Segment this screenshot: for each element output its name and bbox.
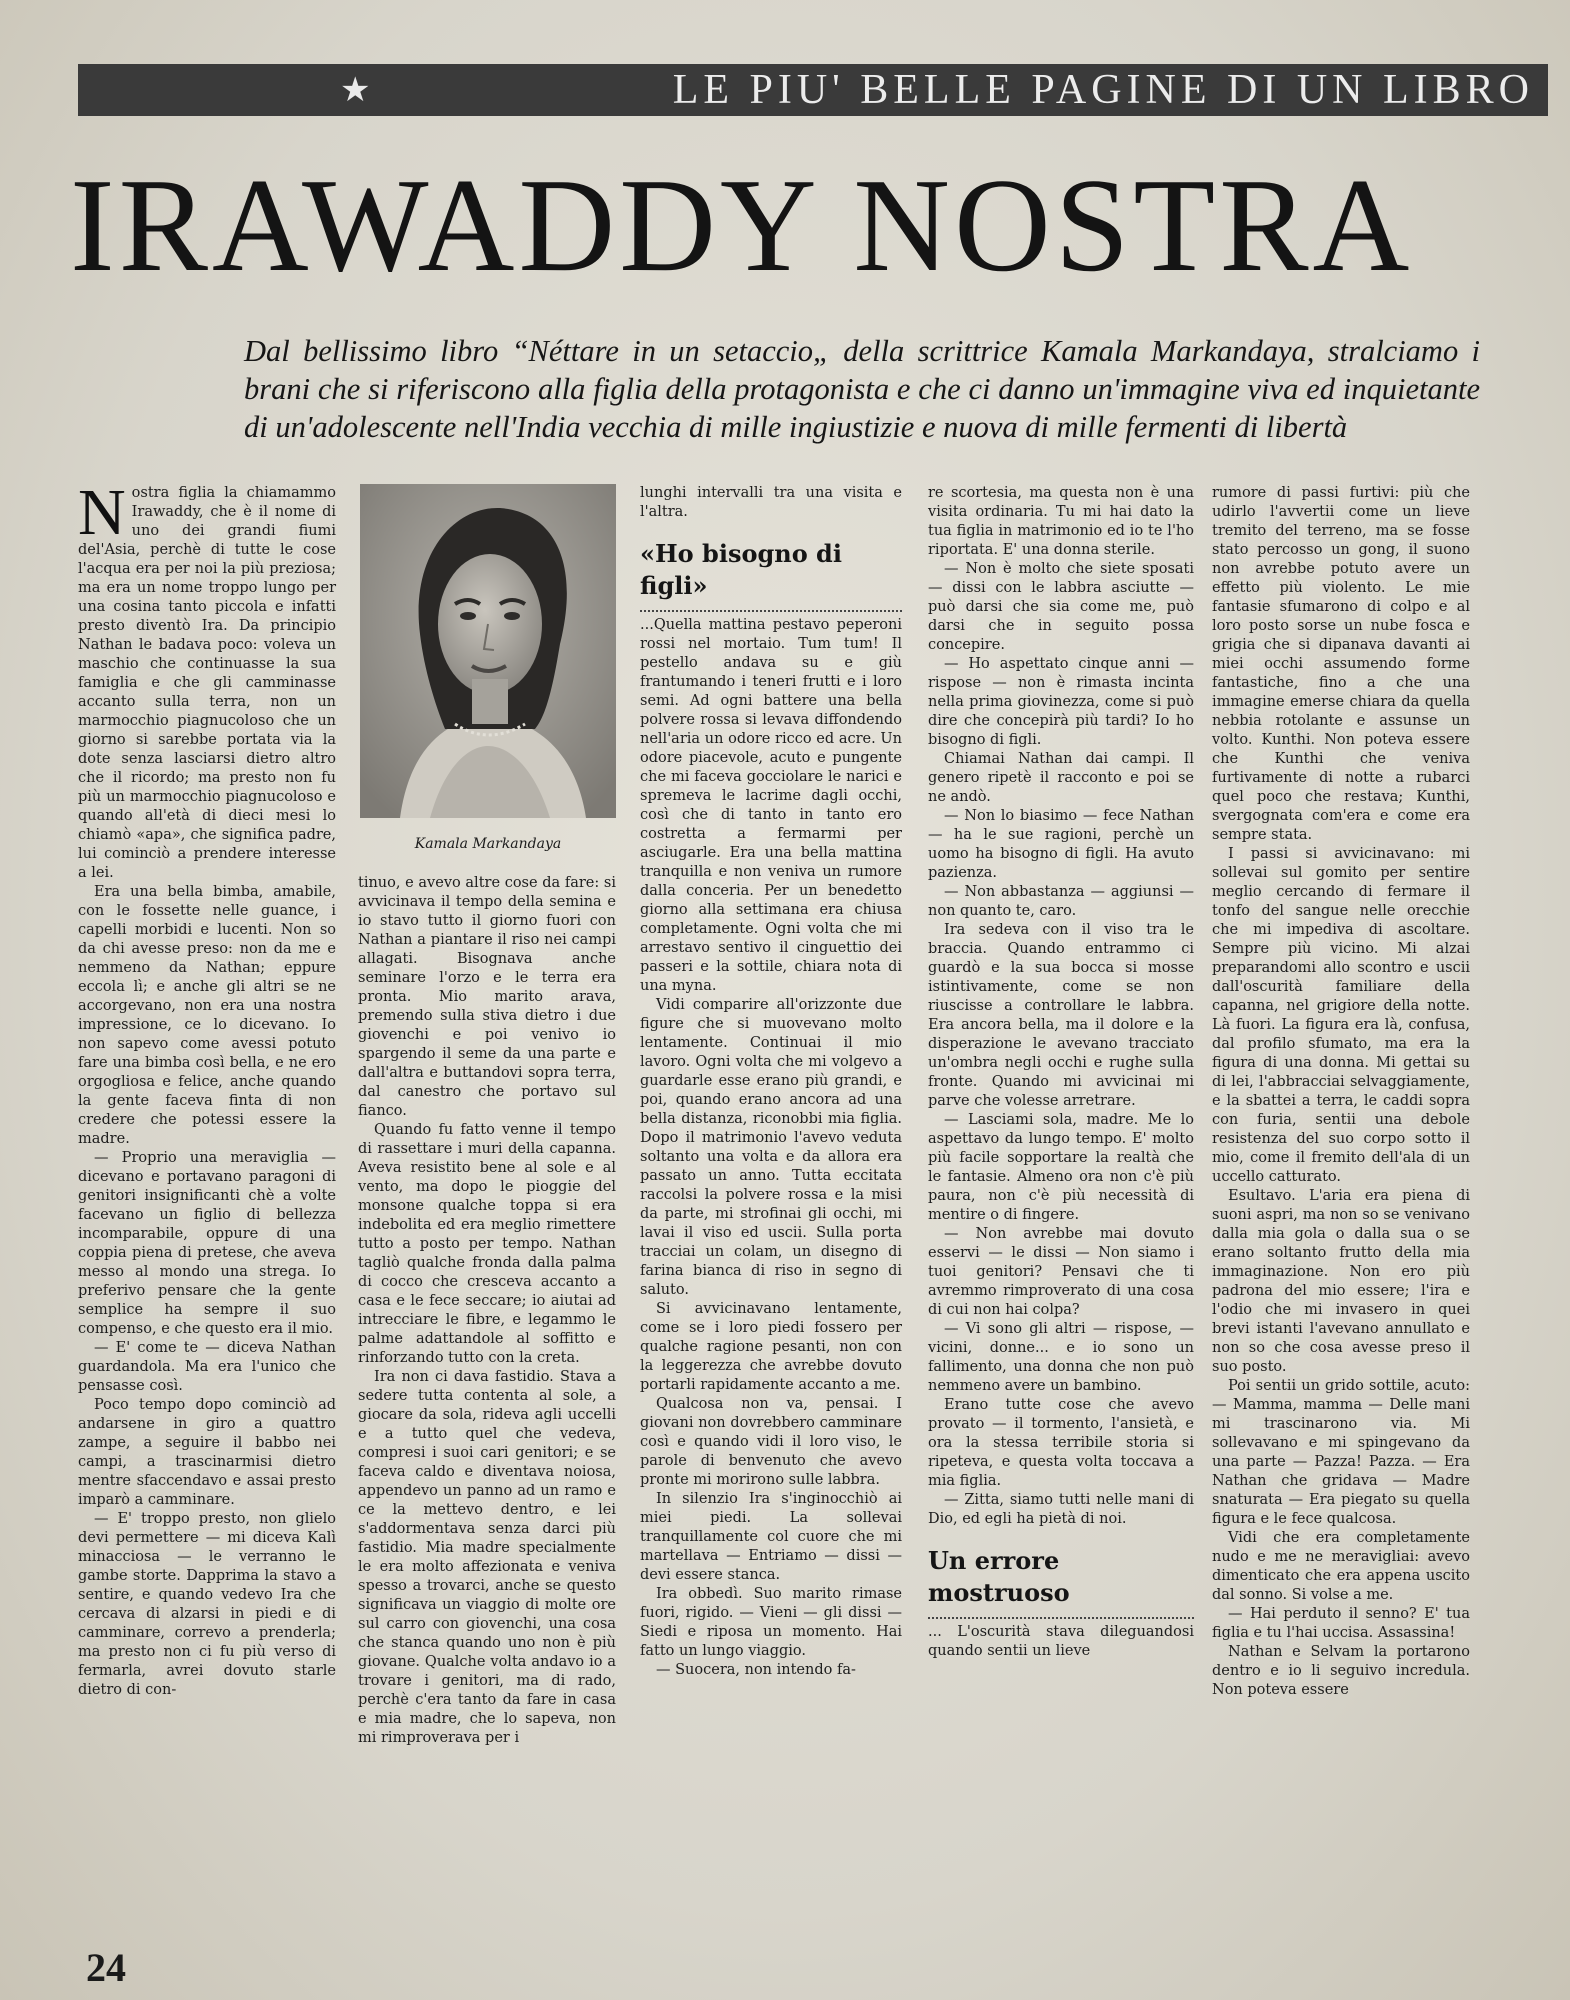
paragraph: tinuo, e avevo altre cose da fare: si avvicinava il tempo della semina e io stavo tutto il giorno fuori con Nathan a piantare il riso nei campi allagati. Bisognava anche seminare l'orzo e le terra era pronta. Mio marito arava, premendo sulla stiva dietro i due giovenchi e poi venivo io spargendo il seme da una parte e dall'altra e buttandovi sopra terra, dal canestro che portavo sul fianco. <box>358 875 616 1119</box>
paragraph: Vidi comparire all'orizzonte due figure che si muovevano molto lentamente. Continuai il mio lavoro. Ogni volta che mi volgevo a guardarle esse erano più grandi, e poi, quando erano ancora ad una bella distanza, riconobbi mia figlia. Dopo il matrimonio l'avevo veduta soltanto una volta e da allora era passato un anno. Tutta eccitata raccolsi la polvere rossa e la misi da parte, mi strofinai gli occhi, mi lavai il viso ed uscii. Sulla porta tracciai un colam, un disegno di farina bianca di riso in segno di saluto. <box>640 997 902 1298</box>
paragraph: Chiamai Nathan dai campi. Il genero ripetè il racconto e poi se ne andò. <box>928 751 1194 805</box>
article-column-2 <box>358 874 616 1748</box>
paragraph: In silenzio Ira s'inginocchiò ai miei piedi. La sollevai tranquillamente col cuore che mi martellava — Entriamo — dissi — devi essere stanca. <box>640 1491 902 1583</box>
paragraph: Qualcosa non va, pensai. I giovani non dovrebbero camminare così e quando vidi il loro viso, le parole di benvenuto che avevo pronte mi morirono sulle labbra. <box>640 1396 902 1488</box>
paragraph: — Vi sono gli altri — rispose, — vicini, donne... e io sono un fallimento, una donna che non può nemmeno avere un bambino. <box>928 1321 1194 1394</box>
star-icon: ★ <box>340 70 371 110</box>
paragraph: ...Quella mattina pestavo peperoni rossi nel mortaio. Tum tum! Il pestello andava su e giù frantumando i teneri frutti e i loro semi. Ad ogni battere una bella polvere rossa si levava diffondendo nell'aria un odore ricco ed acre. Un odore piacevole, acuto e pungente che mi faceva gocciolare le narici e spremeva le lacrime dagli occhi, così che di tanto in tanto ero costretta a fermarmi per asciugarle. Era una bella mattina tranquilla e non veniva un rumore dalla conceria. Per un benedetto giorno alla settimana era chiusa completamente. Ogni volta che mi arrestavo sentivo il cinguettio dei passeri e la sottile, chiara nota di una myna. <box>640 617 902 994</box>
paragraph: — Non è molto che siete sposati — dissi con le labbra asciutte — può darsi che sia come me, può darsi che in seguito possa concepire. <box>928 561 1194 653</box>
paragraph: re scortesia, ma questa non è una visita ordinaria. Tu mi hai dato la tua figlia in matrimonio ed io te l'ho riportata. E' una donna sterile. <box>928 485 1194 558</box>
paragraph: lunghi intervalli tra una visita e l'altra. <box>640 485 902 520</box>
paragraph: Vidi che era completamente nudo e me ne meravigliai: avevo dimenticato che era appena uscito dal sonno. Si volse a me. <box>1212 1530 1470 1603</box>
paragraph: Ira non ci dava fastidio. Stava a sedere tutta contenta al sole, a giocare da sola, rideva agli uccelli e a tutto quel che vedeva, compresi i suoi cari genitori; e se faceva caldo e diventava noiosa, appendevo un panno ad un ramo e ce la mettevo dentro, e lei s'addormentava senza darci più fastidio. Mia madre specialmente le era molto affezionata e veniva spesso a trovarci, anche se questo significava un viaggio di molte ore sul carro con giovenchi, una cosa che stanca quando uno non è più giovane. Qualche volta andavo io a trovare i genitori, ma di rado, perchè c'era tanto da fare in casa e mia madre, che lo sapeva, non mi rimproverava per i <box>358 1369 616 1746</box>
paragraph: I passi si avvicinavano: mi sollevai sul gomito per sentire meglio cercando di fermare il tonfo del sangue nelle orecchie che mi impediva di ascoltare. Sempre più vicino. Mi alzai preparandomi allo scontro e uscii dall'oscurità familiare della capanna, nel grigiore della notte. Là fuori. La figura era là, confusa, dal profilo sfumato, ma era la figura di una donna. Mi gettai su di lei, l'abbracciai selvaggiamente, e la sbattei a terra, le caddi sopra con furia, sentii una debole resistenza del suo corpo sotto il mio, come il fremito dell'ala di un uccello catturato. <box>1212 846 1470 1185</box>
paragraph: Ira obbedì. Suo marito rimase fuori, rigido. — Vieni — gli dissi — Siedi e riposa un momento. Hai fatto un lungo viaggio. <box>640 1586 902 1659</box>
paragraph: — Lasciami sola, madre. Me lo aspettavo da lungo tempo. E' molto più facile sopportare la realtà che le fantasie. Almeno ora non c'è più paura, non c'è più necessità di mentire o di fingere. <box>928 1112 1194 1223</box>
portrait-illustration <box>360 484 616 818</box>
section-banner <box>78 64 1548 116</box>
paragraph: — Suocera, non intendo fa- <box>656 1662 856 1678</box>
page-number: 24 <box>86 1945 126 1990</box>
paragraph: — Non lo biasimo — fece Nathan — ha le sue ragioni, perchè un uomo ha bisogno di figli. Ha avuto pazienza. <box>928 808 1194 881</box>
article-headline: IRAWADDY NOSTRA <box>70 151 1414 299</box>
paragraph: Poi sentii un grido sottile, acuto: — Mamma, mamma — Delle mani mi trascinarono via. Mi sollevavano e mi spingevano da una parte — Pazza! Pazza. — Era Nathan che gridava — Madre snaturata — Era piegato su quella figura e le fece qualcosa. <box>1212 1378 1470 1527</box>
paragraph: Era una bella bimba, amabile, con le fossette nelle guance, i capelli morbidi e lucenti. Non so da chi avesse preso: non da me e nemmeno da Nathan; eppure eccola lì; e anche gli altri se ne accorgevano, non era una nostra impressione, ce lo dicevano. Io non sapevo come avessi potuto fare una bimba così bella, e ne ero orgogliosa e felice, anche quando la gente faceva finta di non credere che potessi essere la madre. <box>78 884 336 1147</box>
paragraph: Si avvicinavano lentamente, come se i loro piedi fossero per qualche ragione pesanti, non con la leggerezza che avrebbe dovuto portarli rapidamente accanto a me. <box>640 1301 902 1393</box>
article-column-3 <box>640 484 902 1680</box>
section-subheading: Un errore mostruoso <box>928 1546 1070 1607</box>
paragraph: ... L'oscurità stava dileguandosi quando sentii un lieve <box>928 1624 1194 1659</box>
paragraph: — Zitta, siamo tutti nelle mani di Dio, ed egli ha pietà di noi. <box>928 1492 1194 1527</box>
paragraph: — Non avrebbe mai dovuto esservi — le dissi — Non siamo i tuoi genitori? Pensavi che ti avremmo rimproverato di una cosa di cui non hai colpa? <box>928 1226 1194 1318</box>
article-dek: Dal bellissimo libro “Néttare in un setaccio„ della scrittrice Kamala Markandaya, stralciamo i brani che si riferiscono alla figlia della protagonista e che ci danno un'immagine viva ed inquietante di un'adolescente nell'India vecchia di mille ingiustizie e nuova di mille fermenti di libertà <box>244 334 1480 444</box>
dotted-divider <box>640 610 902 612</box>
drop-cap: N <box>78 476 126 549</box>
article-column-1 <box>78 476 336 1700</box>
author-photo <box>360 484 616 818</box>
paragraph: Quando fu fatto venne il tempo di rassettare i muri della capanna. Aveva resistito bene al sole e al vento, ma dopo le pioggie del monsone qualche toppa si era indebolita ed era meglio rimettere tutto a posto per tempo. Nathan tagliò qualche fronda dalla palma di cocco che cresceva accanto a casa e le fece seccare; io aiutai ad intrecciare le fibre, e legammo le palme adattandole al soffitto e rinforzando tutto con la creta. <box>358 1122 616 1366</box>
paragraph-text: ostra figlia la chiamammo Irawaddy, che è il nome di uno dei grandi fiumi del'Asia, perchè di tutte le cose l'acqua era per noi la più preziosa; ma era un nome troppo lungo per una cosina tanto piccola e infatti presto diventò Ira. Da principio Nathan le badava poco: voleva un maschio che continuasse la sua famiglia e che gli camminasse accanto sulla terra, non un marmocchio piagnucoloso che un giorno si sarebbe portata via la dote senza lasciarsi dietro altro che il ricordo; ma presto non fu più un marmocchio piagnucoloso e quando all'età di dieci mesi lo chiamò «apa», che significa padre, lui cominciò a prendere interesse a lei. <box>78 485 336 881</box>
section-title: LE PIU' BELLE PAGINE DI UN LIBRO <box>672 67 1534 113</box>
paragraph: — Hai perduto il senno? E' tua figlia e tu l'hai uccisa. Assassina! <box>1212 1606 1470 1641</box>
paragraph: Esultavo. L'aria era piena di suoni aspri, ma non so se venivano dalla mia gola o dalla sua o se erano soltanto frutto della mia immaginazione. Non ero più padrona del mio essere; l'ira e l'odio che mi invasero in quei brevi istanti l'avevano annullato e non so che cosa avesse preso il suo posto. <box>1212 1188 1470 1375</box>
paragraph: Ira sedeva con il viso tra le braccia. Quando entrammo ci guardò e la sua bocca si mosse istintivamente, come se non riuscisse a controllare le labbra. Era ancora bella, ma il dolore e la disperazione le avevano tracciato un'ombra negli occhi e rughe sulla fronte. Quando mi avvicinai mi parve che volesse arretrare. <box>928 922 1194 1109</box>
dotted-divider <box>928 1617 1194 1619</box>
paragraph: — Non abbastanza — aggiunsi — non quanto te, caro. <box>928 884 1194 919</box>
paragraph: Erano tutte cose che avevo provato — il tormento, l'ansietà, e ora la stessa terribile storia si ripeteva, e questa volta toccava a mia figlia. <box>928 1397 1194 1489</box>
paragraph: — E' troppo presto, non glielo devi permettere — mi diceva Kalì minacciosa — le verranno le gambe storte. Dapprima la stavo a sentire, e quando vedevo Ira che cercava di alzarsi in piedi e di camminare, correvo a prenderla; ma presto non ci fu più verso di fermarla, avrei dovuto starle dietro di con- <box>78 1511 336 1698</box>
paragraph: Poco tempo dopo cominciò ad andarsene in giro a quattro zampe, a seguire il babbo nei campi, a trascinarmisi dietro mentre sfaccendavo e assai presto imparò a camminare. <box>78 1397 336 1508</box>
paragraph: Nathan e Selvam la portarono dentro e io li seguivo incredula. Non poteva essere <box>1212 1644 1470 1698</box>
paragraph <box>78 476 336 883</box>
paragraph: — Ho aspettato cinque anni — rispose — non è rimasta incinta nella prima giovinezza, come si può dire che concepirà più tardi? Io ho bisogno di figli. <box>928 656 1194 748</box>
article-column-4 <box>928 484 1194 1661</box>
section-subheading: «Ho bisogno di figli» <box>640 539 842 600</box>
paragraph: — E' come te — diceva Nathan guardandola. Ma era l'unico che pensasse così. <box>78 1340 336 1394</box>
paragraph: — Proprio una meraviglia — dicevano e portavano paragoni di genitori insignificanti chè a volte facevano un figlio di bellezza incomparabile, oppure di una coppia piena di pretese, che aveva messo al mondo una strega. Io preferivo pensare che la gente semplice ha sempre il suo compenso, e che questo era il mio. <box>78 1150 336 1337</box>
article-column-5 <box>1212 484 1470 1700</box>
photo-caption: Kamala Markandaya <box>414 836 562 852</box>
paragraph: rumore di passi furtivi: più che udirlo l'avvertii come un lieve tremito del terreno, ma se fosse stato percosso un gong, il suono non avrebbe potuto avere un effetto più violento. Le mie fantasie sfumarono di colpo e al loro posto sorse un nube fosca e grigia che si dipanava davanti ai miei occhi assumendo forme fantastiche, fino a che una immagine emerse chiara da quella nebbia rotolante e assunse un volto. Kunthi. Non poteva essere che Kunthi che veniva furtivamente di notte a rubarci quel poco che restava; Kunthi, svergognata com'era e come era sempre stata. <box>1212 485 1470 843</box>
